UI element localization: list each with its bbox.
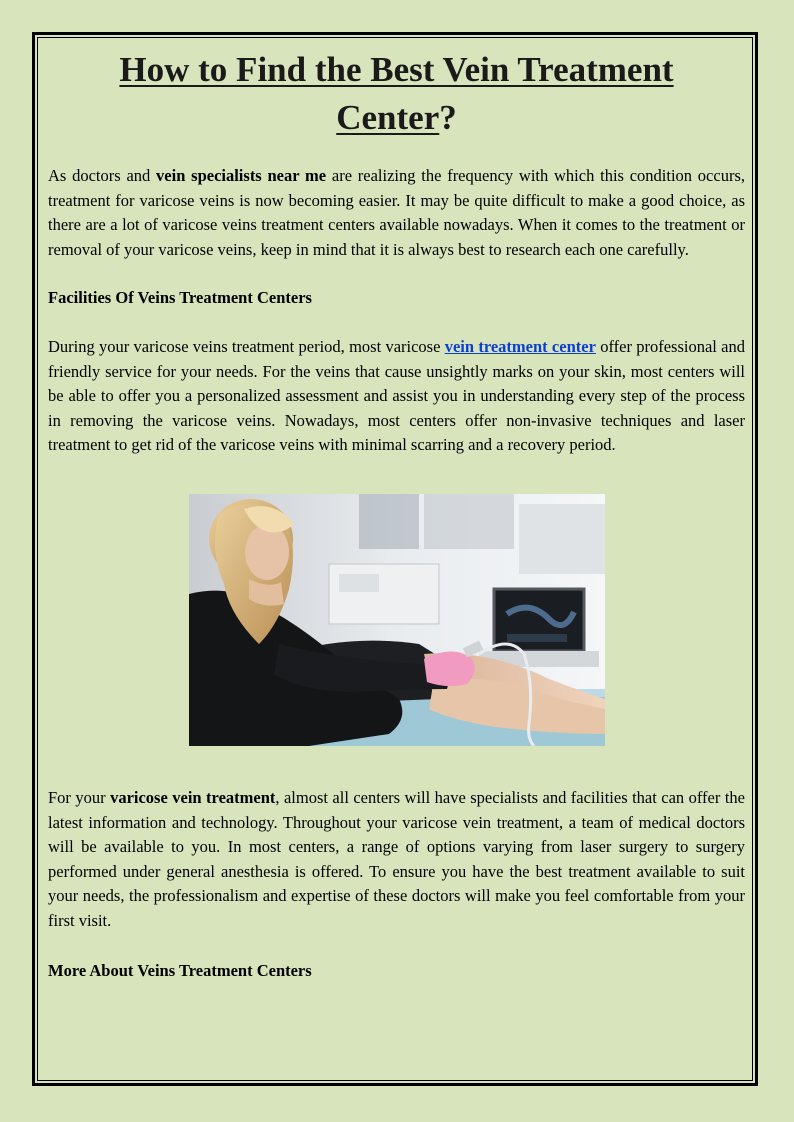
section-heading-more-about: More About Veins Treatment Centers <box>48 960 312 980</box>
intro-text-end: are realizing the frequency with which this condition occurs, treatment for varicose veins is now becoming easier. It may be quite difficult to make a good choice, as there are a lot of varicose veins treatment centers available nowadays. When it comes to the treatment or removal of your varicose veins, keep in mind that it is always best to research each one carefully. <box>48 166 745 259</box>
intro-paragraph <box>48 164 745 262</box>
treatment-photo <box>189 494 605 746</box>
varicose-vein-treatment-bold: varicose vein treatment <box>110 787 276 807</box>
title-line2: Center <box>336 98 440 137</box>
section-heading-facilities: Facilities Of Veins Treatment Centers <box>48 288 312 308</box>
facilities-text-start: During your varicose veins treatment period, most varicose <box>48 336 445 356</box>
document-content <box>48 46 745 983</box>
treatment-paragraph <box>48 786 745 934</box>
facilities-text-end: offer professional and friendly service for your needs. For the veins that cause unsightly marks on your skin, most centers will be able to offer you a personalized assessment and assist you in understanding every step of the process in removing the varicose veins. Nowadays, most centers offer non-invasive techniques and laser treatment to get rid of the varicose veins with minimal scarring and a recovery period. <box>48 336 745 455</box>
treatment-text-start: For your <box>48 787 111 807</box>
vein-treatment-center-link[interactable]: vein treatment center <box>444 336 596 356</box>
facilities-paragraph <box>48 335 745 458</box>
vein-specialists-bold: vein specialists near me <box>156 166 327 185</box>
intro-text-start: As doctors and <box>48 166 157 185</box>
page-title <box>48 46 745 142</box>
title-line1: How to Find the Best Vein Treatment <box>119 50 674 89</box>
treatment-text-end: , almost all centers will have specialists and facilities that can offer the latest information and technology. Throughout your varicose vein treatment, a team of medical doctors will be available to you. In most centers, a range of options varying from laser surgery to surgery performed under general anesthesia is offered. To ensure you have the best treatment available to suit your needs, the professionalism and expertise of these doctors will make you feel comfortable from your first visit. <box>48 787 745 930</box>
title-question-mark: ? <box>439 98 457 137</box>
